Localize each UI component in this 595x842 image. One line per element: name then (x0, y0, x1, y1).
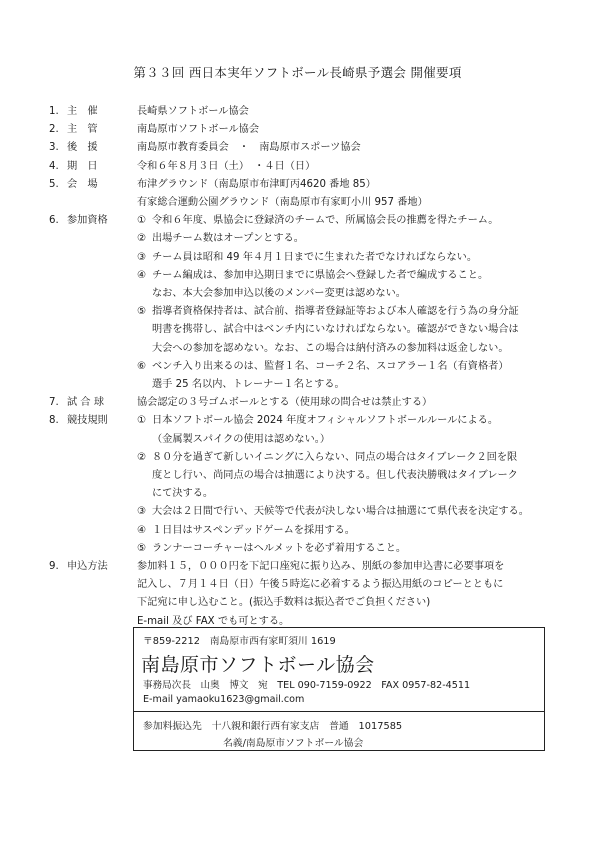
sub-item-text: チーム編成は、参加申込期日までに県協会へ登録した者で編成すること。 (152, 269, 489, 281)
sub-item-text: （金属製スパイクの使用は認めない。） (152, 433, 331, 445)
sub-item-mark: ② (137, 451, 147, 463)
item-number: 8. (49, 415, 59, 427)
item-label: 試 合 球 (67, 397, 105, 409)
sub-item (137, 522, 559, 540)
sub-item-text: ベンチ入り出来るのは、監督１名、コーチ２名、スコアラー１名（有資格者） (152, 360, 509, 372)
sub-item (137, 503, 559, 521)
item-label: 申込方法 (67, 561, 108, 573)
item-eligibility (49, 212, 559, 394)
sub-item-mark: ④ (137, 269, 147, 281)
item-text: 令和６年８月３日（土） ・４日（日） (137, 160, 316, 172)
item-number: 6. (49, 215, 59, 227)
item-label: 主 催 (67, 106, 98, 117)
item-text: 布津グラウンド（南島原市布津町丙4620 番地 85） (137, 178, 376, 190)
item-rules (49, 412, 559, 558)
sub-item (137, 267, 559, 303)
sub-item-mark: ② (137, 233, 147, 245)
sub-item-text: チーム員は昭和 49 年４月１日までに生まれた者でなければならない。 (152, 251, 478, 263)
item-number: 7. (49, 397, 59, 409)
organization-name: 南島原市ソフトボール協会 (141, 654, 375, 676)
item-label: 期 日 (67, 160, 98, 172)
sub-item-mark: ⑤ (137, 306, 147, 318)
page-title: 第３３回 西日本実年ソフトボール長崎県予選会 開催要項 (133, 65, 462, 80)
sub-item-mark: ③ (137, 506, 147, 518)
item-label: 参加資格 (67, 215, 108, 227)
item-game-ball (49, 394, 559, 412)
item-number: 9. (49, 561, 59, 573)
sub-item (137, 358, 559, 394)
item-number: 5. (49, 178, 59, 190)
sub-item-mark: ① (137, 415, 147, 427)
contact-email: E-mail yamaoku1623@gmail.com (143, 694, 305, 705)
item-dates (49, 158, 559, 176)
item-text: 有家総合運動公園グラウンド（南島原市有家町小川 957 番地） (137, 197, 428, 209)
sub-item-text: １日目はサスペンデッドゲームを採用する。 (152, 524, 355, 536)
postal-address: 〒859-2212 南島原市西有家町須川 1619 (143, 636, 336, 647)
sub-item-text: 出場チーム数はオープンとする。 (152, 233, 304, 245)
item-managed-by (49, 121, 559, 139)
sub-item (137, 540, 559, 558)
account-holder-name: 名義/南島原市ソフトボール協会 (223, 738, 364, 749)
sub-item (137, 303, 559, 358)
sub-item (137, 249, 559, 267)
sub-item-text: 大会は２日間で行い、天候等で代表が決しない場合は抽選にて県代表を決定する。 (152, 506, 529, 518)
sub-item-text: 度とし行い、尚同点の場合は抽選により決する。但し代表決勝戦はタイブレーク (152, 470, 518, 482)
sub-item-text: ランナーコーチャーはヘルメットを必ず着用すること。 (152, 542, 407, 554)
item-label: 会 場 (67, 178, 98, 190)
item-number: 4. (49, 160, 59, 172)
sub-item-text: 令和６年度、県協会に登録済のチームで、所属協会長の推薦を得たチーム。 (152, 215, 499, 227)
item-text: 参加料１５，０００円を下記口座宛に振り込み、別紙の参加申込書に必要事項を (137, 561, 505, 573)
sub-item-mark: ① (137, 215, 147, 227)
item-text: 記入し、７月１４日（日）午後５時迄に必着するよう振込用紙のコピーとともに (137, 579, 504, 591)
item-number: 2. (49, 124, 59, 136)
item-text: 協会認定の３号ゴムボールとする（使用球の問合せは禁止する） (137, 397, 433, 409)
item-application (49, 558, 559, 631)
contact-box (133, 627, 545, 751)
item-label: 後 援 (67, 142, 98, 154)
sub-item-mark: ④ (137, 524, 147, 536)
sub-item (137, 230, 559, 248)
outline-list (49, 103, 559, 631)
item-text: E-mail 及び FAX でも可とする。 (137, 615, 290, 627)
contact-person: 事務局次長 山奥 博文 宛 TEL 090-7159-0922 FAX 0957-82-4511 (143, 680, 471, 691)
sub-item-mark: ⑤ (137, 542, 147, 554)
sub-item-text: 明書を携帯し、試合中はベンチ内にいなければならない。確認ができない場合は (152, 324, 519, 336)
item-text: 南島原市ソフトボール協会 (137, 124, 260, 136)
sub-item-mark: ③ (137, 251, 147, 263)
item-label: 主 管 (67, 124, 98, 136)
sub-item-text: なお、本大会参加申込以後のメンバー変更は認めない。 (152, 288, 406, 300)
item-text: 長崎県ソフトボール協会 (137, 106, 249, 117)
bank-transfer-info: 参加料振込先 十八親和銀行西有家支店 普通 1017585 (143, 721, 403, 732)
sub-item-text: 大会への参加を認めない。なお、この場合は納付済みの参加料は返金しない。 (152, 342, 509, 354)
sub-item-text: 選手 25 名以内、トレーナー１名とする。 (152, 379, 345, 391)
item-label: 競技規則 (67, 415, 108, 427)
sub-item (137, 449, 559, 504)
item-number: 1. (49, 106, 59, 117)
item-number: 3. (49, 142, 59, 154)
item-sponsors (49, 139, 559, 157)
sub-item-mark: ⑥ (137, 360, 147, 372)
sub-item (137, 412, 559, 448)
sub-item-text: 指導者資格保持者は、試合前、指導者登録証等および本人確認を行う為の身分証 (152, 306, 519, 318)
item-text: 南島原市教育委員会 ・ 南島原市スポーツ協会 (137, 142, 361, 154)
sub-item-text: ８０分を過ぎて新しいイニングに入らない、同点の場合はタイブレーク２回を限 (152, 451, 518, 463)
item-venue (49, 176, 559, 212)
item-organizer (49, 103, 559, 121)
sub-item-text: にて決する。 (152, 488, 214, 500)
item-text: 下記宛に申し込むこと。(振込手数料は振込者でご負担ください) (137, 597, 431, 609)
sub-item-text: 日本ソフトボール協会 2024 年度オフィシャルソフトボールルールによる。 (152, 415, 499, 427)
contact-info-section (134, 628, 544, 712)
sub-item (137, 212, 559, 230)
